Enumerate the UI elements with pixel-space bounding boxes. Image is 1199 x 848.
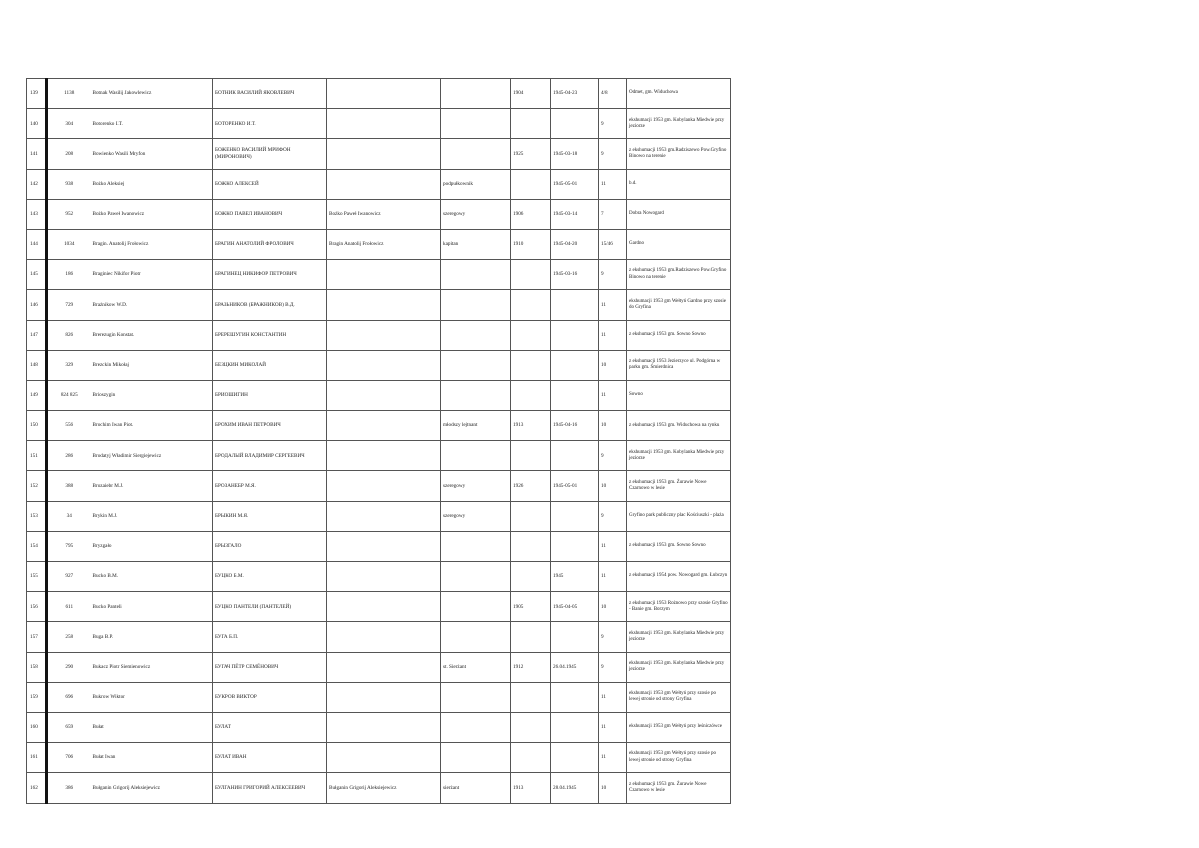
table-row bbox=[27, 139, 731, 169]
grave-number-cell: 10 bbox=[599, 773, 627, 803]
alt-name-cell bbox=[327, 380, 441, 410]
rank-cell: młodszy lejtnant bbox=[441, 411, 511, 441]
birth-year-cell: 1913 bbox=[511, 773, 551, 803]
death-date-cell bbox=[551, 380, 599, 410]
grave-number-cell: 15/46 bbox=[599, 229, 627, 259]
record-id-cell: 186 bbox=[47, 260, 91, 290]
name-cyrillic-cell: БОЖКО АЛЕКСЕЙ bbox=[213, 169, 327, 199]
table-row bbox=[27, 743, 731, 773]
birth-year-cell bbox=[511, 712, 551, 742]
burial-location-cell: z ekshumacji 1953 Rożnowo przy szosie Gryfino - Banie gm. Borzym bbox=[627, 592, 731, 622]
row-number-cell: 158 bbox=[27, 652, 47, 682]
name-cyrillic-cell: БОЖКО ПАВЕЛ ИВАНОВИЧ bbox=[213, 199, 327, 229]
row-number-cell: 147 bbox=[27, 320, 47, 350]
name-latin-cell: Brioszygin bbox=[91, 380, 213, 410]
name-cyrillic-cell: БРОДАЛЫЙ ВЛАДИМИР СЕРГЕЕВИЧ bbox=[213, 441, 327, 471]
grave-number-cell: 11 bbox=[599, 290, 627, 320]
burial-location-cell: ekshumacji 1953 gm. Kobylanka Miedwie przy jeziorze bbox=[627, 109, 731, 139]
death-date-cell: 1945-05-01 bbox=[551, 169, 599, 199]
birth-year-cell bbox=[511, 682, 551, 712]
death-date-cell bbox=[551, 743, 599, 773]
rank-cell bbox=[441, 79, 511, 109]
name-cyrillic-cell: БРОХИМ ИВАН ПЕТРОВИЧ bbox=[213, 411, 327, 441]
alt-name-cell bbox=[327, 169, 441, 199]
record-id-cell: 388 bbox=[47, 471, 91, 501]
birth-year-cell: 1904 bbox=[511, 79, 551, 109]
birth-year-cell bbox=[511, 562, 551, 592]
burial-location-cell: z ekshumacji 1953 gm. Żurawie Nowe Czarnowo w lesie bbox=[627, 773, 731, 803]
death-date-cell: 1945-04-20 bbox=[551, 229, 599, 259]
birth-year-cell: 1913 bbox=[511, 411, 551, 441]
death-date-cell: 26.04.1945 bbox=[551, 652, 599, 682]
row-number-cell: 146 bbox=[27, 290, 47, 320]
birth-year-cell bbox=[511, 320, 551, 350]
record-id-cell: 659 bbox=[47, 712, 91, 742]
grave-number-cell: 9 bbox=[599, 501, 627, 531]
grave-number-cell: 11 bbox=[599, 712, 627, 742]
name-latin-cell: Bragin. Anatolij Frołowicz bbox=[91, 229, 213, 259]
name-cyrillic-cell: БУКРОВ ВИКТОР bbox=[213, 682, 327, 712]
rank-cell bbox=[441, 320, 511, 350]
birth-year-cell bbox=[511, 350, 551, 380]
burial-location-cell: z ekshumacji 1954 pow. Nowogard gm. Łubczyn bbox=[627, 562, 731, 592]
grave-number-cell: 4/8 bbox=[599, 79, 627, 109]
grave-number-cell: 10 bbox=[599, 411, 627, 441]
row-number-cell: 148 bbox=[27, 350, 47, 380]
rank-cell bbox=[441, 622, 511, 652]
name-latin-cell: Bułat Iwan bbox=[91, 743, 213, 773]
record-id-cell: 556 bbox=[47, 411, 91, 441]
death-date-cell: 1945-04-23 bbox=[551, 79, 599, 109]
alt-name-cell bbox=[327, 652, 441, 682]
grave-number-cell: 11 bbox=[599, 380, 627, 410]
table-row bbox=[27, 652, 731, 682]
grave-number-cell: 11 bbox=[599, 320, 627, 350]
death-date-cell bbox=[551, 441, 599, 471]
death-date-cell bbox=[551, 290, 599, 320]
table-row bbox=[27, 471, 731, 501]
rank-cell bbox=[441, 592, 511, 622]
death-date-cell: 1945-04-05 bbox=[551, 592, 599, 622]
record-id-cell: 1034 bbox=[47, 229, 91, 259]
death-date-cell bbox=[551, 320, 599, 350]
birth-year-cell: 1910 bbox=[511, 229, 551, 259]
alt-name-cell bbox=[327, 411, 441, 441]
name-cyrillic-cell: БРОЗАНЕБР М.Я. bbox=[213, 471, 327, 501]
table-row bbox=[27, 290, 731, 320]
burial-location-cell: Dobra Nowogard bbox=[627, 199, 731, 229]
rank-cell bbox=[441, 139, 511, 169]
birth-year-cell: 1906 bbox=[511, 199, 551, 229]
burial-location-cell: z ekshumacji 1953 gm.Radziszewo Pow.Gryfino Binowo na terenie bbox=[627, 139, 731, 169]
name-latin-cell: Brozaiebr M.J. bbox=[91, 471, 213, 501]
row-number-cell: 154 bbox=[27, 531, 47, 561]
rank-cell: szeregowy bbox=[441, 471, 511, 501]
death-date-cell bbox=[551, 109, 599, 139]
row-number-cell: 156 bbox=[27, 592, 47, 622]
name-latin-cell: Brerezugin Konstat. bbox=[91, 320, 213, 350]
alt-name-cell bbox=[327, 562, 441, 592]
name-cyrillic-cell: БРЫКИН М.Я. bbox=[213, 501, 327, 531]
record-id-cell: 952 bbox=[47, 199, 91, 229]
name-latin-cell: Brodatyj Władimir Siergiejewicz bbox=[91, 441, 213, 471]
name-cyrillic-cell: БУГА Б.П. bbox=[213, 622, 327, 652]
alt-name-cell bbox=[327, 712, 441, 742]
rank-cell bbox=[441, 260, 511, 290]
record-id-cell: 824 825 bbox=[47, 380, 91, 410]
name-latin-cell: Bułat bbox=[91, 712, 213, 742]
burial-location-cell: Gardno bbox=[627, 229, 731, 259]
name-latin-cell: Brażnikow W.D. bbox=[91, 290, 213, 320]
name-latin-cell: Braginiec Nikifor Piotr bbox=[91, 260, 213, 290]
alt-name-cell: Bożko Paweł Iwanowicz bbox=[327, 199, 441, 229]
burial-location-cell: ekshumacji 1953 gm Wełtyń przy szosie po lewej stronie od strony Gryfina bbox=[627, 682, 731, 712]
alt-name-cell bbox=[327, 682, 441, 712]
name-cyrillic-cell: БРАГИНЕЦ НИКИФОР ПЕТРОВИЧ bbox=[213, 260, 327, 290]
table-row bbox=[27, 773, 731, 803]
record-id-cell: 329 bbox=[47, 350, 91, 380]
row-number-cell: 161 bbox=[27, 743, 47, 773]
rank-cell bbox=[441, 109, 511, 139]
rank-cell: podpułkownik bbox=[441, 169, 511, 199]
name-latin-cell: Bryzgało bbox=[91, 531, 213, 561]
rank-cell: szeregowy bbox=[441, 501, 511, 531]
row-number-cell: 151 bbox=[27, 441, 47, 471]
grave-number-cell: 11 bbox=[599, 562, 627, 592]
rank-cell: szeregowy bbox=[441, 199, 511, 229]
record-id-cell: 706 bbox=[47, 743, 91, 773]
burial-location-cell: z ekshumacji 1953 gm. Sowno Sowno bbox=[627, 531, 731, 561]
row-number-cell: 149 bbox=[27, 380, 47, 410]
burial-location-cell: z ekshumacji 1953 gm. Widuchowa na rynku bbox=[627, 411, 731, 441]
birth-year-cell: 1925 bbox=[511, 139, 551, 169]
alt-name-cell bbox=[327, 109, 441, 139]
name-latin-cell: Bożko Paweł Iwanowicz bbox=[91, 199, 213, 229]
grave-number-cell: 11 bbox=[599, 682, 627, 712]
grave-number-cell: 10 bbox=[599, 471, 627, 501]
burial-location-cell: Gryfino park publiczny plac Kościuszki - plaża bbox=[627, 501, 731, 531]
birth-year-cell bbox=[511, 743, 551, 773]
burial-location-cell: Odmet, gm. Widuchowa bbox=[627, 79, 731, 109]
death-date-cell bbox=[551, 350, 599, 380]
name-cyrillic-cell: БУЛАТ bbox=[213, 712, 327, 742]
table-row bbox=[27, 531, 731, 561]
death-date-cell bbox=[551, 501, 599, 531]
grave-number-cell: 9 bbox=[599, 441, 627, 471]
name-latin-cell: Bowienko Wasili Mryfon bbox=[91, 139, 213, 169]
birth-year-cell bbox=[511, 622, 551, 652]
burial-location-cell: z ekshumacji 1953 Jezierzyce ul. Podgórna w parku gm. Śmierdnica bbox=[627, 350, 731, 380]
row-number-cell: 140 bbox=[27, 109, 47, 139]
rank-cell bbox=[441, 441, 511, 471]
burial-location-cell: z ekshumacji 1953 gm.Radziszewo Pow.Gryfino Binowo na terenie bbox=[627, 260, 731, 290]
alt-name-cell bbox=[327, 290, 441, 320]
burial-register-table bbox=[26, 78, 731, 804]
row-number-cell: 155 bbox=[27, 562, 47, 592]
alt-name-cell bbox=[327, 320, 441, 350]
record-id-cell: 1138 bbox=[47, 79, 91, 109]
rank-cell bbox=[441, 682, 511, 712]
table-row bbox=[27, 260, 731, 290]
name-latin-cell: Bukacz Piotr Siemienowicz bbox=[91, 652, 213, 682]
rank-cell bbox=[441, 712, 511, 742]
row-number-cell: 160 bbox=[27, 712, 47, 742]
birth-year-cell bbox=[511, 531, 551, 561]
grave-number-cell: 11 bbox=[599, 743, 627, 773]
record-id-cell: 927 bbox=[47, 562, 91, 592]
burial-location-cell: ekshumacji 1953 gm Wełtyń przy leśniczówce bbox=[627, 712, 731, 742]
row-number-cell: 152 bbox=[27, 471, 47, 501]
death-date-cell bbox=[551, 622, 599, 652]
row-number-cell: 144 bbox=[27, 229, 47, 259]
death-date-cell: 1945-03-16 bbox=[551, 260, 599, 290]
death-date-cell: 1945-03-14 bbox=[551, 199, 599, 229]
burial-location-cell: ekshumacji 1953 gm. Kobylanka Miedwie przy jeziorze bbox=[627, 622, 731, 652]
name-cyrillic-cell: БРИОШИГИН bbox=[213, 380, 327, 410]
table-body bbox=[27, 79, 731, 804]
birth-year-cell bbox=[511, 169, 551, 199]
record-id-cell: 795 bbox=[47, 531, 91, 561]
record-id-cell: 386 bbox=[47, 773, 91, 803]
record-id-cell: 286 bbox=[47, 441, 91, 471]
alt-name-cell bbox=[327, 139, 441, 169]
rank-cell: st. Sierżant bbox=[441, 652, 511, 682]
table-row bbox=[27, 199, 731, 229]
grave-number-cell: 11 bbox=[599, 169, 627, 199]
row-number-cell: 141 bbox=[27, 139, 47, 169]
name-cyrillic-cell: БОТОРЕНКО И.Т. bbox=[213, 109, 327, 139]
birth-year-cell: 1926 bbox=[511, 471, 551, 501]
birth-year-cell bbox=[511, 260, 551, 290]
table-row bbox=[27, 622, 731, 652]
birth-year-cell bbox=[511, 290, 551, 320]
name-cyrillic-cell: БЕЗЦКИН МИКОЛАЙ bbox=[213, 350, 327, 380]
table-row bbox=[27, 350, 731, 380]
row-number-cell: 159 bbox=[27, 682, 47, 712]
record-id-cell: 290 bbox=[47, 652, 91, 682]
death-date-cell: 1945 bbox=[551, 562, 599, 592]
alt-name-cell bbox=[327, 501, 441, 531]
death-date-cell bbox=[551, 531, 599, 561]
record-id-cell: 729 bbox=[47, 290, 91, 320]
alt-name-cell bbox=[327, 441, 441, 471]
birth-year-cell bbox=[511, 109, 551, 139]
grave-number-cell: 10 bbox=[599, 592, 627, 622]
death-date-cell: 1945-03-18 bbox=[551, 139, 599, 169]
table-row bbox=[27, 501, 731, 531]
row-number-cell: 142 bbox=[27, 169, 47, 199]
birth-year-cell bbox=[511, 380, 551, 410]
grave-number-cell: 9 bbox=[599, 622, 627, 652]
alt-name-cell bbox=[327, 531, 441, 561]
record-id-cell: 208 bbox=[47, 139, 91, 169]
name-cyrillic-cell: БОТНИК ВАСИЛИЙ ЯКОВЛЕВИЧ bbox=[213, 79, 327, 109]
table-row bbox=[27, 320, 731, 350]
rank-cell bbox=[441, 350, 511, 380]
name-latin-cell: Bukrow Wiktor bbox=[91, 682, 213, 712]
table-row bbox=[27, 411, 731, 441]
record-id-cell: 826 bbox=[47, 320, 91, 350]
alt-name-cell bbox=[327, 622, 441, 652]
name-cyrillic-cell: БРАЗЬНИКОВ (БРАЖНИКОВ) В.Д. bbox=[213, 290, 327, 320]
name-cyrillic-cell: БУЛАТ ИВАН bbox=[213, 743, 327, 773]
rank-cell bbox=[441, 531, 511, 561]
row-number-cell: 162 bbox=[27, 773, 47, 803]
record-id-cell: 696 bbox=[47, 682, 91, 712]
name-cyrillic-cell: БРАГИН АНАТОЛИЙ ФРОЛОВИЧ bbox=[213, 229, 327, 259]
rank-cell: kapitan bbox=[441, 229, 511, 259]
name-cyrillic-cell: БУЛГАНИН ГРИГОРИЙ АЛЕКСЕЕВИЧ bbox=[213, 773, 327, 803]
grave-number-cell: 10 bbox=[599, 350, 627, 380]
table-row bbox=[27, 229, 731, 259]
alt-name-cell bbox=[327, 743, 441, 773]
burial-location-cell: z ekshumacji 1953 gm. Żurawie Nowe Czarnowo w lesie bbox=[627, 471, 731, 501]
name-latin-cell: Bucko Pantelі bbox=[91, 592, 213, 622]
record-id-cell: 304 bbox=[47, 109, 91, 139]
name-latin-cell: Bułganin Grigorij Aleksiejewicz bbox=[91, 773, 213, 803]
row-number-cell: 157 bbox=[27, 622, 47, 652]
alt-name-cell bbox=[327, 592, 441, 622]
row-number-cell: 150 bbox=[27, 411, 47, 441]
death-date-cell bbox=[551, 712, 599, 742]
alt-name-cell bbox=[327, 260, 441, 290]
burial-location-cell: ekshumacji 1953 gm. Kobylanka Miedwie przy jeziorze bbox=[627, 652, 731, 682]
rank-cell bbox=[441, 562, 511, 592]
table-row bbox=[27, 441, 731, 471]
name-cyrillic-cell: БУЦКО ПАНТЕЛИ (ПАНТЕЛЕЙ) bbox=[213, 592, 327, 622]
name-cyrillic-cell: БРЫЗГАЛО bbox=[213, 531, 327, 561]
table-row bbox=[27, 79, 731, 109]
row-number-cell: 143 bbox=[27, 199, 47, 229]
row-number-cell: 153 bbox=[27, 501, 47, 531]
birth-year-cell bbox=[511, 441, 551, 471]
grave-number-cell: 9 bbox=[599, 109, 627, 139]
name-cyrillic-cell: БРЕРЕШУГИН КОНСТАНТИН bbox=[213, 320, 327, 350]
record-id-cell: 611 bbox=[47, 592, 91, 622]
grave-number-cell: 11 bbox=[599, 531, 627, 561]
death-date-cell bbox=[551, 682, 599, 712]
birth-year-cell bbox=[511, 501, 551, 531]
name-cyrillic-cell: БОЖЕНКО ВАСИЛИЙ МРИФОН (МИРОНОВИЧ) bbox=[213, 139, 327, 169]
burial-location-cell: ekshumacji 1953 gm Wełtyń Gardno przy szosie do Gryfina bbox=[627, 290, 731, 320]
birth-year-cell: 1912 bbox=[511, 652, 551, 682]
table-row bbox=[27, 169, 731, 199]
grave-number-cell: 7 bbox=[599, 199, 627, 229]
grave-number-cell: 9 bbox=[599, 139, 627, 169]
burial-location-cell: ekshumacji 1953 gm. Kobylanka Miedwie przy jeziorze bbox=[627, 441, 731, 471]
name-cyrillic-cell: БУГАЧ ПЁТР СЕМЁНОВИЧ bbox=[213, 652, 327, 682]
table-row bbox=[27, 682, 731, 712]
grave-number-cell: 9 bbox=[599, 260, 627, 290]
table-row bbox=[27, 380, 731, 410]
death-date-cell: 1945-04-16 bbox=[551, 411, 599, 441]
name-latin-cell: Brezckin Mikołaj bbox=[91, 350, 213, 380]
burial-location-cell: ekshumacji 1953 gm Wełtyń przy szosie po lewej stronie od strony Gryfina bbox=[627, 743, 731, 773]
table-row bbox=[27, 109, 731, 139]
burial-location-cell: Sowno bbox=[627, 380, 731, 410]
name-latin-cell: Botorenko I.T. bbox=[91, 109, 213, 139]
name-latin-cell: Brochim Iwan Piot. bbox=[91, 411, 213, 441]
row-number-cell: 145 bbox=[27, 260, 47, 290]
row-number-cell: 139 bbox=[27, 79, 47, 109]
name-cyrillic-cell: БУЦКО Б.М. bbox=[213, 562, 327, 592]
name-latin-cell: Bożko Aleksiej bbox=[91, 169, 213, 199]
record-id-cell: 34 bbox=[47, 501, 91, 531]
alt-name-cell bbox=[327, 471, 441, 501]
record-id-cell: 938 bbox=[47, 169, 91, 199]
table-row bbox=[27, 592, 731, 622]
rank-cell bbox=[441, 743, 511, 773]
record-id-cell: 258 bbox=[47, 622, 91, 652]
birth-year-cell: 1905 bbox=[511, 592, 551, 622]
name-latin-cell: Bucko B.M. bbox=[91, 562, 213, 592]
grave-number-cell: 9 bbox=[599, 652, 627, 682]
alt-name-cell bbox=[327, 350, 441, 380]
table-row bbox=[27, 712, 731, 742]
alt-name-cell: Bułganin Grigorij Aleksiejewicz bbox=[327, 773, 441, 803]
rank-cell bbox=[441, 290, 511, 320]
name-latin-cell: Buga B.P. bbox=[91, 622, 213, 652]
rank-cell bbox=[441, 380, 511, 410]
rank-cell: sierżant bbox=[441, 773, 511, 803]
death-date-cell: 1945-05-01 bbox=[551, 471, 599, 501]
alt-name-cell: Bragin Anatolij Frołowicz bbox=[327, 229, 441, 259]
death-date-cell: 28.04.1945 bbox=[551, 773, 599, 803]
name-latin-cell: Botnak Wasilij Jakowlewicz bbox=[91, 79, 213, 109]
alt-name-cell bbox=[327, 79, 441, 109]
burial-location-cell: z ekshumacji 1953 gm. Sowno Sowno bbox=[627, 320, 731, 350]
table-row bbox=[27, 562, 731, 592]
burial-location-cell: b.d. bbox=[627, 169, 731, 199]
name-latin-cell: Brykin M.J. bbox=[91, 501, 213, 531]
